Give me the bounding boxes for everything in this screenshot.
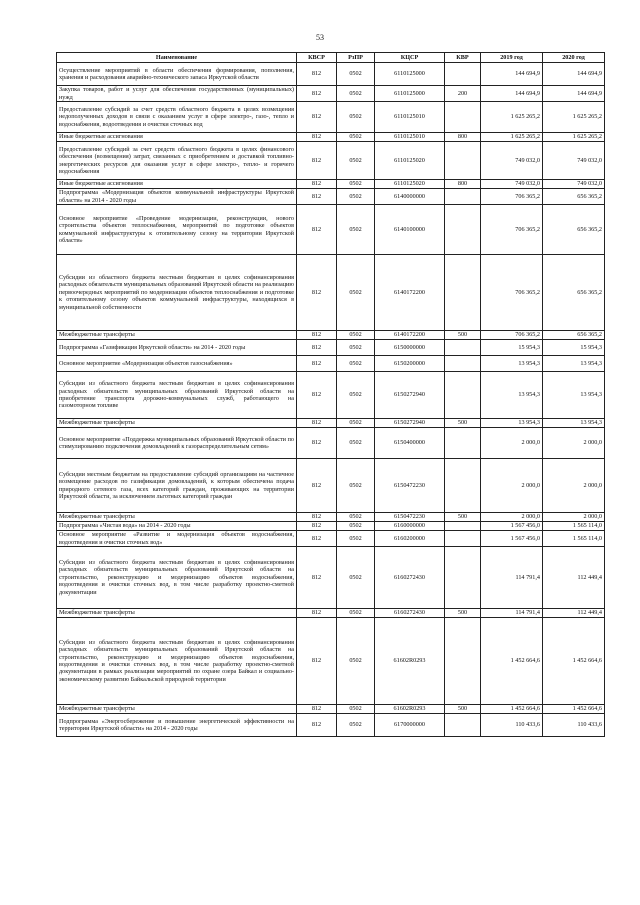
cell-name: Субсидии из областного бюджета местным бюджетам в целях софинансирования расходных обязательств муниципальных образований Иркутской области на реализацию первоочередных мероприятий по модернизации объектов теплоснабжения и подготовке к отопительному сезону объектов коммунальной инфраструктуры, находящихся в муниципальной собственности (57, 255, 297, 331)
cell-kvsr: 812 (297, 180, 337, 189)
cell-rzpr: 0502 (337, 522, 375, 531)
cell-name: Субсидии из областного бюджета местным бюджетам в целях софинансирования расходных обязательств муниципальных образований Иркутской области на строительство, реконструкцию и модернизацию объектов водоснабжения, водоотведения и очистки сточных вод, в том числе разработку проектно-сметной документации (57, 547, 297, 609)
cell-2020: 110 433,6 (543, 714, 605, 737)
cell-rzpr: 0502 (337, 86, 375, 102)
cell-name: Иные бюджетные ассигнования (57, 133, 297, 142)
cell-name: Иные бюджетные ассигнования (57, 180, 297, 189)
cell-kvsr: 812 (297, 133, 337, 142)
cell-2019: 1 452 664,6 (481, 705, 543, 714)
cell-2020: 13 954,3 (543, 372, 605, 419)
cell-kvr (445, 63, 481, 86)
cell-2019: 1 567 456,0 (481, 522, 543, 531)
cell-kvr (445, 618, 481, 705)
cell-kvr: 800 (445, 180, 481, 189)
cell-name: Предоставление субсидий за счет средств областного бюджета в целях возмещения недополученных доходов в связи с оказанием услуг в сфере электро-, газо-, тепло и водоснабжения, водоотведения и очистки сточных вод (57, 102, 297, 133)
cell-2019: 144 694,9 (481, 86, 543, 102)
cell-rzpr: 0502 (337, 618, 375, 705)
cell-kvsr: 812 (297, 531, 337, 547)
cell-2019: 2 000,0 (481, 459, 543, 513)
cell-kvsr: 812 (297, 428, 337, 459)
table-row (57, 180, 605, 189)
table-row (57, 513, 605, 522)
cell-kcsr: 6160200000 (375, 531, 445, 547)
cell-rzpr: 0502 (337, 714, 375, 737)
cell-kvsr: 812 (297, 513, 337, 522)
cell-kcsr: 6150272940 (375, 372, 445, 419)
table-row (57, 618, 605, 705)
cell-2019: 706 365,2 (481, 205, 543, 255)
column-header-kvsr: КВСР (297, 53, 337, 63)
column-header-kvr: КВР (445, 53, 481, 63)
table-row (57, 419, 605, 428)
cell-2020: 1 452 664,6 (543, 705, 605, 714)
cell-2019: 706 365,2 (481, 331, 543, 340)
cell-kcsr: 6150400000 (375, 428, 445, 459)
table-row (57, 63, 605, 86)
cell-name: Подпрограмма «Модернизация объектов коммунальной инфраструктуры Иркутской области» на 2014 - 2020 годы (57, 189, 297, 205)
cell-kvr (445, 372, 481, 419)
cell-2019: 706 365,2 (481, 255, 543, 331)
cell-name: Субсидии из областного бюджета местным бюджетам в целях софинансирования расходных обязательств муниципальных образований Иркутской области на строительство, реконструкцию и модернизацию объектов водоснабжения, водоотведения и очистки сточных вод, в том числе разработку проектно-сметной документации в рамках реализации мероприятий по охране озера Байкал и социально-экономическому развитию Байкальской природной территории (57, 618, 297, 705)
cell-kvr (445, 255, 481, 331)
cell-2020: 749 032,0 (543, 180, 605, 189)
cell-kcsr: 6150000000 (375, 340, 445, 356)
cell-2019: 144 694,9 (481, 63, 543, 86)
table-row (57, 714, 605, 737)
cell-2020: 1 565 114,0 (543, 522, 605, 531)
column-header-2020: 2020 год (543, 53, 605, 63)
cell-kcsr: 61602R0293 (375, 618, 445, 705)
cell-2019: 13 954,3 (481, 356, 543, 372)
cell-2020: 2 000,0 (543, 513, 605, 522)
cell-2020: 656 365,2 (543, 205, 605, 255)
cell-kvsr: 812 (297, 142, 337, 180)
cell-kvsr: 812 (297, 63, 337, 86)
table-row (57, 459, 605, 513)
cell-2020: 2 000,0 (543, 459, 605, 513)
cell-kvr: 500 (445, 419, 481, 428)
table-row (57, 340, 605, 356)
cell-rzpr: 0502 (337, 331, 375, 340)
cell-name: Предоставление субсидий за счет средств областного бюджета в целях финансового обеспечения (возмещения) затрат, связанных с приобретением и доставкой топливно-энергетических ресурсов для оказания услуг в сфере электро-, тепло- и горячего водоснабжения (57, 142, 297, 180)
cell-2020: 749 032,0 (543, 142, 605, 180)
column-header-2019: 2019 год (481, 53, 543, 63)
table-row (57, 189, 605, 205)
cell-kvr: 500 (445, 609, 481, 618)
cell-name: Межбюджетные трансферты (57, 513, 297, 522)
cell-kcsr: 6110125010 (375, 102, 445, 133)
cell-kvr (445, 340, 481, 356)
cell-kvsr: 812 (297, 618, 337, 705)
cell-rzpr: 0502 (337, 255, 375, 331)
cell-kcsr: 61602R0293 (375, 705, 445, 714)
cell-kvsr: 812 (297, 189, 337, 205)
cell-kvr (445, 142, 481, 180)
table-row (57, 356, 605, 372)
cell-kvr (445, 547, 481, 609)
cell-name: Основное мероприятие «Развитие и модернизация объектов водоснабжения, водоотведения и очистки сточных вод» (57, 531, 297, 547)
cell-kvsr: 812 (297, 714, 337, 737)
cell-2020: 1 565 114,0 (543, 531, 605, 547)
cell-rzpr: 0502 (337, 705, 375, 714)
table-row (57, 372, 605, 419)
budget-table (56, 52, 605, 737)
cell-2019: 706 365,2 (481, 189, 543, 205)
cell-kvsr: 812 (297, 372, 337, 419)
cell-2019: 2 000,0 (481, 428, 543, 459)
table-row (57, 205, 605, 255)
cell-2020: 144 694,9 (543, 86, 605, 102)
cell-name: Основное мероприятие «Модернизация объектов газоснабжения» (57, 356, 297, 372)
cell-kvsr: 812 (297, 340, 337, 356)
cell-2020: 2 000,0 (543, 428, 605, 459)
cell-2020: 112 449,4 (543, 609, 605, 618)
cell-kcsr: 6160272430 (375, 547, 445, 609)
cell-2019: 1 625 265,2 (481, 133, 543, 142)
cell-name: Субсидии из областного бюджета местным бюджетам в целях софинансирования расходных обязательств муниципальных образований Иркутской области на приобретение транспорта дорожно-коммунальных служб, работающего на газомоторном топливе (57, 372, 297, 419)
cell-rzpr: 0502 (337, 189, 375, 205)
cell-name: Осуществление мероприятий в области обеспечения формирования, пополнения, хранения и расходования аварийно-технического запаса Иркутской области (57, 63, 297, 86)
cell-name: Подпрограмма «Чистая вода» на 2014 - 2020 годы (57, 522, 297, 531)
cell-kvsr: 812 (297, 522, 337, 531)
cell-kvr (445, 714, 481, 737)
cell-kvsr: 812 (297, 86, 337, 102)
table-row (57, 522, 605, 531)
cell-kvsr: 812 (297, 356, 337, 372)
cell-2020: 1 625 265,2 (543, 133, 605, 142)
table-row (57, 428, 605, 459)
cell-kvr (445, 356, 481, 372)
cell-rzpr: 0502 (337, 419, 375, 428)
cell-kcsr: 6110125000 (375, 63, 445, 86)
cell-kcsr: 6150272940 (375, 419, 445, 428)
cell-rzpr: 0502 (337, 205, 375, 255)
cell-kcsr: 6140100000 (375, 205, 445, 255)
table-row (57, 86, 605, 102)
cell-kvsr: 812 (297, 331, 337, 340)
cell-kvr: 800 (445, 133, 481, 142)
cell-kcsr: 6140000000 (375, 189, 445, 205)
cell-2019: 749 032,0 (481, 180, 543, 189)
cell-kvr (445, 428, 481, 459)
cell-2019: 13 954,3 (481, 419, 543, 428)
cell-kcsr: 6110125010 (375, 133, 445, 142)
cell-kcsr: 6150200000 (375, 356, 445, 372)
column-header-kcsr: КЦСР (375, 53, 445, 63)
cell-kvsr: 812 (297, 419, 337, 428)
cell-kcsr: 6160272430 (375, 609, 445, 618)
cell-2020: 13 954,3 (543, 419, 605, 428)
cell-2019: 2 000,0 (481, 513, 543, 522)
cell-2019: 114 791,4 (481, 547, 543, 609)
cell-2019: 114 791,4 (481, 609, 543, 618)
table-row (57, 547, 605, 609)
cell-kcsr: 6170000000 (375, 714, 445, 737)
cell-kcsr: 6150472230 (375, 513, 445, 522)
page-number: 53 (316, 33, 324, 42)
cell-kcsr: 6150472230 (375, 459, 445, 513)
cell-rzpr: 0502 (337, 102, 375, 133)
cell-rzpr: 0502 (337, 372, 375, 419)
cell-kvsr: 812 (297, 705, 337, 714)
cell-2020: 112 449,4 (543, 547, 605, 609)
cell-kcsr: 6160000000 (375, 522, 445, 531)
cell-name: Межбюджетные трансферты (57, 331, 297, 340)
cell-kvr: 500 (445, 331, 481, 340)
cell-name: Межбюджетные трансферты (57, 609, 297, 618)
cell-kvr: 500 (445, 513, 481, 522)
cell-2019: 749 032,0 (481, 142, 543, 180)
cell-2019: 1 625 265,2 (481, 102, 543, 133)
cell-kvsr: 812 (297, 547, 337, 609)
cell-kcsr: 6110125000 (375, 86, 445, 102)
cell-kvr (445, 522, 481, 531)
cell-kvr (445, 189, 481, 205)
table-row (57, 331, 605, 340)
cell-rzpr: 0502 (337, 428, 375, 459)
cell-name: Подпрограмма «Газификация Иркутской области» на 2014 - 2020 годы (57, 340, 297, 356)
cell-kvr: 200 (445, 86, 481, 102)
cell-2019: 110 433,6 (481, 714, 543, 737)
cell-kvr: 500 (445, 705, 481, 714)
cell-2019: 13 954,3 (481, 372, 543, 419)
cell-rzpr: 0502 (337, 531, 375, 547)
cell-kvsr: 812 (297, 255, 337, 331)
cell-2019: 1 567 456,0 (481, 531, 543, 547)
cell-rzpr: 0502 (337, 609, 375, 618)
cell-kvr (445, 459, 481, 513)
column-header-name: Наименование (57, 53, 297, 63)
cell-kvsr: 812 (297, 205, 337, 255)
cell-kvsr: 812 (297, 609, 337, 618)
cell-2019: 15 954,3 (481, 340, 543, 356)
cell-kvr (445, 531, 481, 547)
table-row (57, 609, 605, 618)
table-row (57, 133, 605, 142)
table-row (57, 705, 605, 714)
cell-2020: 15 954,3 (543, 340, 605, 356)
cell-rzpr: 0502 (337, 340, 375, 356)
cell-2020: 1 452 664,6 (543, 618, 605, 705)
cell-rzpr: 0502 (337, 459, 375, 513)
table-row (57, 255, 605, 331)
cell-rzpr: 0502 (337, 133, 375, 142)
cell-rzpr: 0502 (337, 180, 375, 189)
cell-kcsr: 6110125020 (375, 142, 445, 180)
cell-rzpr: 0502 (337, 63, 375, 86)
cell-name: Закупка товаров, работ и услуг для обеспечения государственных (муниципальных) нужд (57, 86, 297, 102)
cell-name: Подпрограмма «Энергосбережение и повышение энергетической эффективности на территории Иркутской области» на 2014 - 2020 годы (57, 714, 297, 737)
cell-name: Основное мероприятие «Поддержка муниципальных образований Иркутской области по стимулированию подключения домовладений к газораспределительным сетям» (57, 428, 297, 459)
cell-2020: 656 365,2 (543, 189, 605, 205)
cell-rzpr: 0502 (337, 547, 375, 609)
cell-kvr (445, 205, 481, 255)
cell-kvsr: 812 (297, 102, 337, 133)
cell-rzpr: 0502 (337, 142, 375, 180)
cell-name: Субсидии местным бюджетам на предоставление субсидий организациям на частичное возмещение расходов по газификации домовладений, к которым обеспечена подача природного сетевого газа, всех категорий граждан, проживающих на территории Иркутской области, за исключением льготных категорий граждан (57, 459, 297, 513)
cell-name: Основное мероприятие «Проведение модернизации, реконструкции, нового строительства объектов теплоснабжения, мероприятий по подготовке объектов коммунальной инфраструктуры к отопительному сезону на территории Иркутской области» (57, 205, 297, 255)
cell-kcsr: 6140172200 (375, 331, 445, 340)
cell-name: Межбюджетные трансферты (57, 419, 297, 428)
cell-2020: 13 954,3 (543, 356, 605, 372)
table-row (57, 531, 605, 547)
cell-2020: 656 365,2 (543, 331, 605, 340)
cell-kcsr: 6140172200 (375, 255, 445, 331)
cell-kcsr: 6110125020 (375, 180, 445, 189)
cell-rzpr: 0502 (337, 356, 375, 372)
cell-rzpr: 0502 (337, 513, 375, 522)
cell-kvsr: 812 (297, 459, 337, 513)
table-body (57, 63, 605, 737)
cell-name: Межбюджетные трансферты (57, 705, 297, 714)
cell-2020: 1 625 265,2 (543, 102, 605, 133)
table-header-row (57, 53, 605, 63)
column-header-rzpr: РзПР (337, 53, 375, 63)
cell-2020: 656 365,2 (543, 255, 605, 331)
cell-2019: 1 452 664,6 (481, 618, 543, 705)
cell-kvr (445, 102, 481, 133)
table-row (57, 102, 605, 133)
table-row (57, 142, 605, 180)
cell-2020: 144 694,9 (543, 63, 605, 86)
